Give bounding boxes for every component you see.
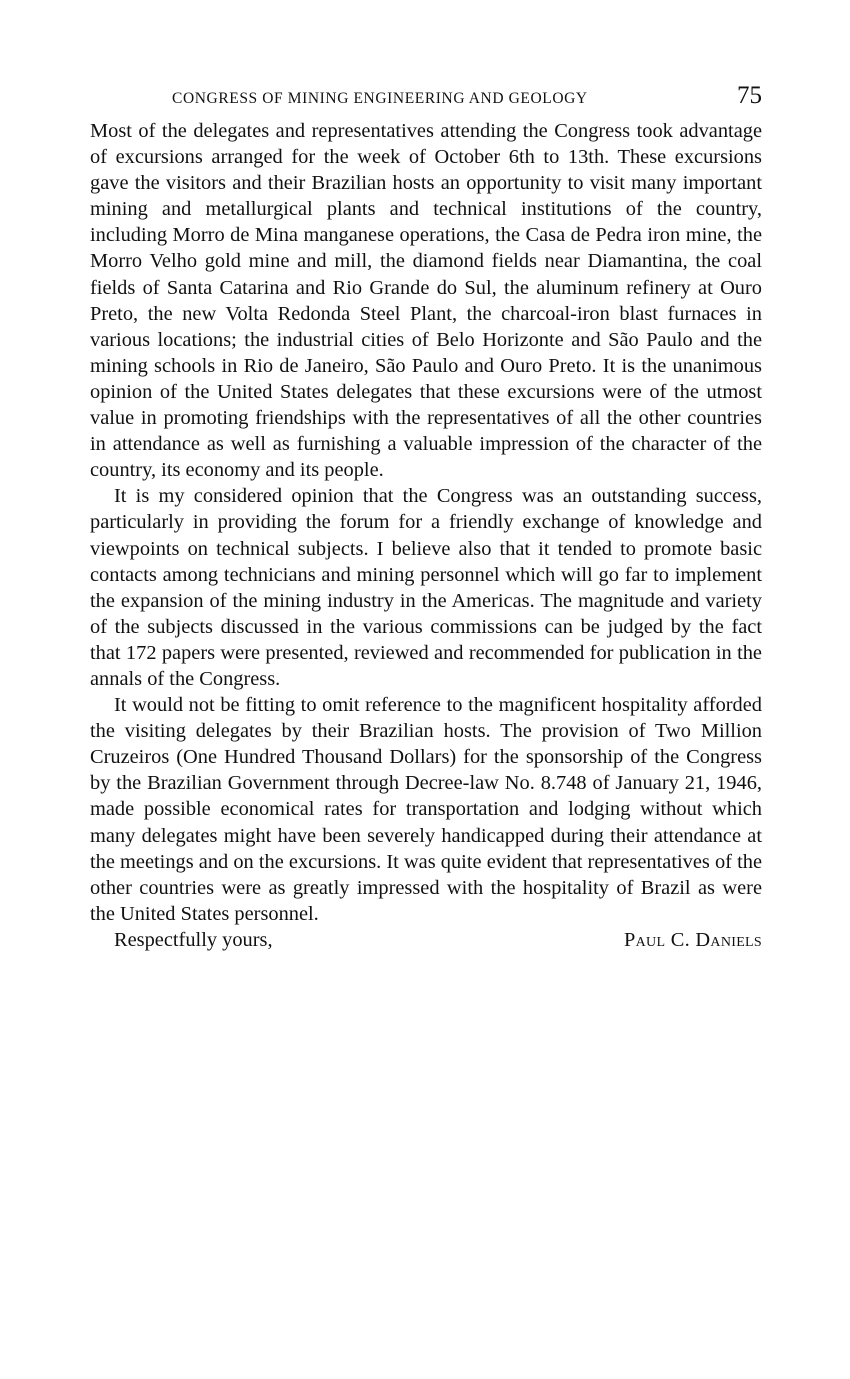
running-title: CONGRESS OF MINING ENGINEERING AND GEOLOGY <box>172 90 588 107</box>
document-page <box>90 82 762 953</box>
paragraph-congress-success: It is my considered opinion that the Congress was an outstanding success, particularly in providing the forum for a friendly exchange of knowledge and viewpoints on technical subjects. I believe also that it tended to promote basic contacts among technicians and mining personnel which will go far to implement the expansion of the mining industry in the Americas. The magnitude and variety of the subjects discussed in the various commissions can be judged by the fact that 172 papers were presented, reviewed and recommended for publication in the annals of the Congress. <box>90 485 762 690</box>
body-text <box>90 118 762 927</box>
running-header <box>90 82 762 118</box>
paragraph-hospitality: It would not be fitting to omit reference to the magnificent hospitality afforded the visiting delegates by their Brazilian hosts. The provision of Two Million Cruzeiros (One Hundred Thousand Dollars) for the sponsorship of the Congress by the Brazilian Government through Decree-law No. 8.748 of January 21, 1946, made possible economical rates for transportation and lodging without which many delegates might have been severely handicapped during their attendance at the meetings and on the excursions. It was quite evident that representatives of the other countries were as greatly impressed with the hospitality of Brazil as were the United States personnel. <box>90 694 762 925</box>
paragraph-excursions: Most of the delegates and representatives attending the Congress took advantage of excursions arranged for the week of October 6th to 13th. These excursions gave the visitors and their Brazilian hosts an opportunity to visit many important mining and metallurgical plants and technical institutions of the country, including Morro de Mina manganese operations, the Casa de Pedra iron mine, the Morro Velho gold mine and mill, the diamond fields near Diamantina, the coal fields of Santa Catarina and Rio Grande do Sul, the aluminum refinery at Ouro Preto, the new Volta Redonda Steel Plant, the charcoal-iron blast furnaces in various locations; the industrial cities of Belo Horizonte and São Paulo and the mining schools in Rio de Janeiro, São Paulo and Ouro Preto. It is the unanimous opinion of the United States delegates that these excursions were of the utmost value in promoting friendships with the representatives of all the other countries in attendance as well as furnishing a valuable impression of the character of the country, its economy and its people. <box>90 120 762 482</box>
salutation: Respectfully yours, <box>114 928 273 951</box>
page-number: 75 <box>737 82 762 109</box>
signature: Paul C. Daniels <box>623 928 762 951</box>
letter-closing <box>90 927 762 953</box>
